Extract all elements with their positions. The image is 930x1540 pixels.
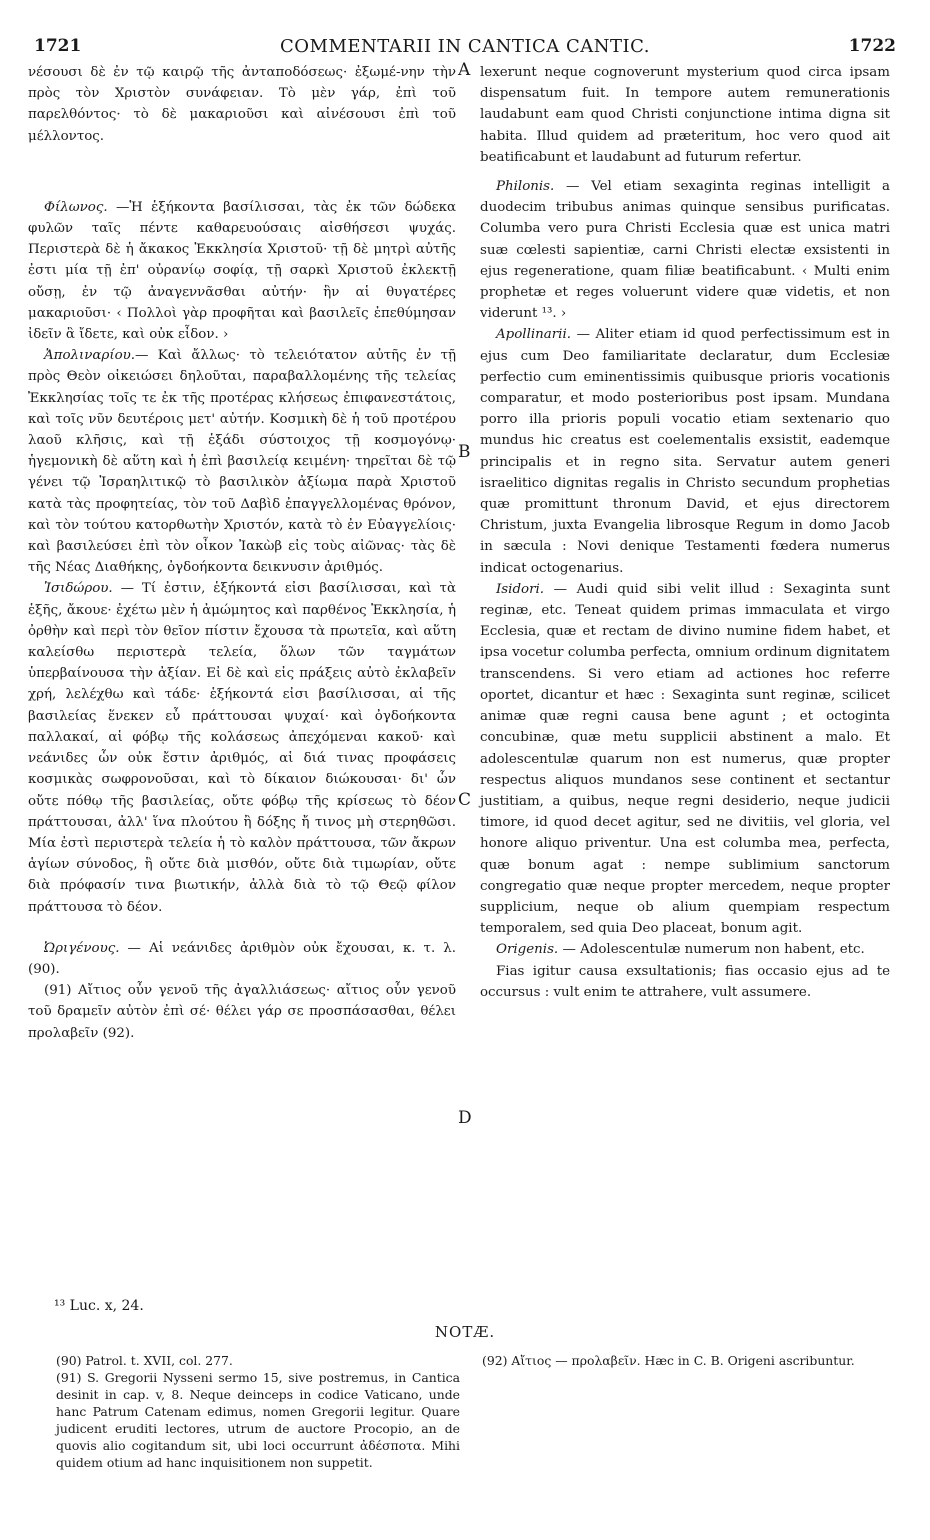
section-label: Apollinarii.	[496, 327, 571, 343]
footnote-13: ¹³ Luc. x, 24.	[54, 1298, 144, 1314]
greek-text: — Τί ἐστιν, ἑξήκοντά εἰσι βασίλισσαι, καὶ τὰ ἑξῆς, ἄκουε· ἐχέτω μὲν ἡ ἀμώμητος καὶ παρθένος Ἐκκλησία, ἡ ὀρθὴν καὶ περὶ τὸν θεῖον πίστιν ἔχουσα τὰ πρωτεῖα, καὶ αὕτη καλείσθω περιστερὰ τελεία, ὅλων τῶν ταγμάτων ὑπερβαίνουσα τὴν ἀξίαν. Εἰ δὲ καὶ εἰς πράξεις αὐτὸ ἐκλαβεῖν χρή, λελέχθω καὶ τάδε· ἑξήκοντά εἰσι βασίλισσαι, αἱ τῆς βασιλείας ἕνεκεν εὖ πράττουσαι ψυχαί· καὶ ὀγδοήκοντα παλλακαί, αἱ φόβῳ τῆς κολάσεως ἀπεχόμεναι κακοῦ· καὶ νεάνιδες ὧν οὐκ ἔστιν ἀριθμός, αἱ διά τινας προφάσεις κοσμικὰς σωφρονοῦσαι, καὶ τὸ δίκαιον διώκουσαι· δι' ὧν οὔτε πόθῳ τῆς βασιλείας, οὔτε φόβῳ τῆς κρίσεως τὸ δέον πράττουσαι, ἀλλ' ἵνα πλούτου ἢ δόξης ἤ τινος μὴ στερηθῶσι. Μία ἐστὶ περιστερὰ τελεία ἡ τὸ καλὸν πράττουσα, τῶν ἄκρων ἁγίων σύνοδος, ἣ οὔτε διὰ μισθόν, οὔτε διὰ τιμωρίαν, οὔτε διὰ πρόφασίν τινα βιωτικήν, ἀλλὰ διὰ τὸ τῷ Θεῷ φίλον πράττουσα τὸ δέον.	[28, 581, 456, 915]
latin-paragraph-isidore	[480, 579, 890, 939]
latin-paragraph-philo	[480, 176, 890, 324]
latin-paragraph: lexerunt neque cognoverunt mysterium quod circa ipsam dispensatum fuit. In tempore autem remunerationis laudabunt eam quod Christi conjunctione intima digna sit habita. Illud quidem ad præteritum, hoc vero quod ait beatificabunt et laudabunt ad futurum refertur.	[480, 65, 890, 165]
latin-column	[480, 62, 890, 1003]
latin-paragraph-origen	[480, 939, 890, 960]
note-90: (90) Patrol. t. XVII, col. 277.	[56, 1353, 233, 1368]
section-label: Philonis.	[496, 179, 555, 195]
margin-letter-d: D	[458, 1108, 472, 1128]
greek-paragraph-origen	[28, 938, 456, 980]
latin-paragraph: Fias igitur causa exsultationis; fias occasio ejus ad te occursus : vult enim te attrahere, vult assumere.	[480, 963, 890, 1000]
notes-left-column	[56, 1352, 460, 1471]
section-label: Ὠριγένους.	[44, 940, 120, 956]
section-label: Ἰσιδώρου.	[44, 581, 113, 597]
section-label: Isidori.	[496, 581, 545, 597]
greek-column	[28, 62, 456, 1044]
greek-paragraph-isidore	[28, 578, 456, 917]
greek-text: — Αἱ νεάνιδες ἀριθμὸν οὐκ ἔχουσαι, κ. τ. λ. (90).	[28, 940, 456, 977]
running-title: COMMENTARII IN CANTICA CANTIC.	[280, 36, 650, 57]
page-number-right: 1722	[848, 36, 896, 56]
margin-letter-b: B	[458, 442, 471, 462]
section-label: Origenis.	[496, 942, 559, 958]
greek-paragraph: (91) Αἴτιος οὖν γενοῦ τῆς ἀγαλλιάσεως· αἴτιος οὖν γενοῦ τοῦ δραμεῖν αὐτὸν ἐπὶ σέ· θέλει γάρ σε προσπάσασθαι, θέλει προλαβεῖν (92).	[28, 983, 456, 1041]
latin-text: — Vel etiam sexaginta reginas intelligit a duodecim tribubus animas quinque sensibus purificatas. Columba vero pura Christi Ecclesia quæ est unica matri suæ cœlesti sapientiæ, carni Christi electæ exsistenti in ejus regeneratione, quam filiæ beatificabunt. ‹ Multi enim prophetæ et reges voluerunt videre quæ videtis, et non viderunt ¹³. ›	[480, 179, 890, 322]
page-header	[34, 36, 896, 60]
latin-text: — Aliter etiam id quod perfectissimum est in ejus cum Deo familiaritate declaratur, dum Ecclesiæ perfectio cum eminentissimis quibusque prioris vocationis comparatur, et modo posterioribus post ipsam. Mundana porro illa prioris populi vocatio etiam sextenario quo mundus hic creatus est coelementalis exsistit, eademque principalis et in regno sita. Servatur autem generi israelitico dignitas regalis in Christo secundum prophetias quæ promittunt thronum David, et ejus directorem Christum, juxta Evangelia librosque Regum in domo Jacob in sæcula : Novi denique Testamenti fœdera numerus indicat octogenarius.	[480, 327, 890, 576]
margin-letter-a: A	[458, 60, 471, 80]
greek-paragraph-apollinarius	[28, 345, 456, 578]
greek-text: — Καὶ ἄλλως· τὸ τελειότατον αὐτῆς ἐν τῇ πρὸς Θεὸν οἰκειώσει δηλοῦται, παραβαλλομένης τῆς τελείας Ἐκκλησίας τοῖς τε ἐκ τῆς προτέρας κλήσεως ἐπιφανεστάτοις, καὶ τοῖς νῦν δευτέροις μετ' αὐτήν. Κοσμικὴ δὲ ἡ τοῦ προτέρου λαοῦ κλῆσις, καὶ τῇ ἑξάδι σύστοιχος τῇ κοσμογόνῳ· ἡγεμονικὴ δὲ αὕτη καὶ ἡ ἐπὶ βασιλείᾳ κειμένη· τηρεῖται δὲ τῷ γένει τῷ Ἰσραηλιτικῷ τὸ βασιλικὸν ἀξίωμα παρὰ Χριστοῦ κατὰ τὰς προφητείας, τὸν τοῦ Δαβὶδ ἐπαγγελλομένας θρόνον, καὶ τὸν τούτου κατορθωτὴν Χριστόν, κατὰ τὸ ἐν Εὐαγγελίοις· καὶ βασιλεύσει ἐπὶ τὸν οἶκον Ἰακὼβ εἰς τοὺς αἰῶνας· τὰς δὲ τῆς Νέας Διαθήκης, ὀγδοήκοντα δεικνυσιν ἀριθμός.	[28, 348, 456, 576]
latin-paragraph-apollinarius	[480, 324, 890, 578]
note-92: (92) Αἴτιος — προλαβεῖν. Hæc in C. B. Origeni ascribuntur.	[482, 1353, 855, 1368]
page-number-left: 1721	[34, 36, 82, 56]
greek-paragraph-philon	[28, 197, 456, 345]
section-label: Ἀπολιναρίου.	[44, 348, 136, 364]
latin-text: — Audi quid sibi velit illud : Sexaginta sunt reginæ, etc. Teneat quidem primas immaculata et virgo Ecclesia, quæ et rectam de divino numine fidem habet, et ipsa vocetur columba perfecta, omnium ordinum dignitatem transcendens. Si vero etiam ad actiones hoc referre oportet, dicantur et hæc : Sexaginta sunt reginæ, scilicet animæ quæ regni causa bene agunt ; et octoginta concubinæ, quæ metu supplicii abstinent a malo. Et adolescentulæ quarum non est numerus, quæ propter respectus aliquos mundanos sese continent et sectantur justitiam, a quibus, neque regni desiderio, neque judicii timore, id quod decet agitur, sed ne divitiis, vel gloria, vel honore aliquo priventur. Una est columba mea, perfecta, quæ bonum agat : nempe sublimium sanctorum congregatio quæ neque propter mercedem, neque propter supplicium, neque ob alium quempiam respectum temporalem, sed quia Deo placeat, bonum agit.	[480, 581, 890, 937]
greek-text: —Ἡ ἑξήκοντα βασίλισσαι, τὰς ἐκ τῶν δώδεκα φυλῶν ταῖς πέντε καθαρευούσαις αἰσθήσεσι ψυχάς. Περιστερὰ δὲ ἡ ἄκακος Ἐκκλησία Χριστοῦ· τῇ δὲ μητρὶ αὐτῆς ἐστι μία τῇ ἐπ' οὐρανίῳ σοφίᾳ, τῇ σαρκὶ Χριστοῦ ἐκλεκτῇ οὔσῃ, ἐν τῷ ἀναγεννᾶσθαι αὐτήν· ἣν αἱ θυγατέρες μακαριοῦσι· ‹ Πολλοὶ γὰρ προφῆται καὶ βασιλεῖς ἐπεθύμησαν ἰδεῖν ἃ ἴδετε, καὶ οὐκ εἶδον. ›	[28, 199, 456, 343]
section-label: Φίλωνος.	[44, 199, 108, 215]
margin-letter-c: C	[458, 790, 472, 810]
greek-paragraph: νέσουσι δὲ ἐν τῷ καιρῷ τῆς ἀνταποδόσεως· ἐξωμέ-νην τὴν πρὸς τὸν Χριστὸν συνάφειαν. Τὸ μὲν γάρ, ἐπὶ τοῦ παρελθόντος· τὸ δὲ μακαριοῦσι καὶ αἰνέσουσι ἐπὶ τοῦ μέλλοντος.	[28, 65, 456, 144]
latin-text: — Adolescentulæ numerum non habent, etc.	[558, 942, 865, 958]
note-91: (91) S. Gregorii Nysseni sermo 15, sive postremus, in Cantica desinit in cap. v, 8. Neque deinceps in codice Vaticano, unde hanc Patrum Catenam edimus, nomen Gregorii legitur. Quare judicent eruditi lectores, utrum de auctore Procopio, an de quovis alio cogitandum sit, ubi loci occurrunt ἀδέσποτα. Mihi quidem otium ad hanc inquisitionem non suppetit.	[56, 1370, 460, 1470]
notes-right-column	[482, 1352, 888, 1369]
notes-heading: NOTÆ.	[434, 1323, 496, 1341]
